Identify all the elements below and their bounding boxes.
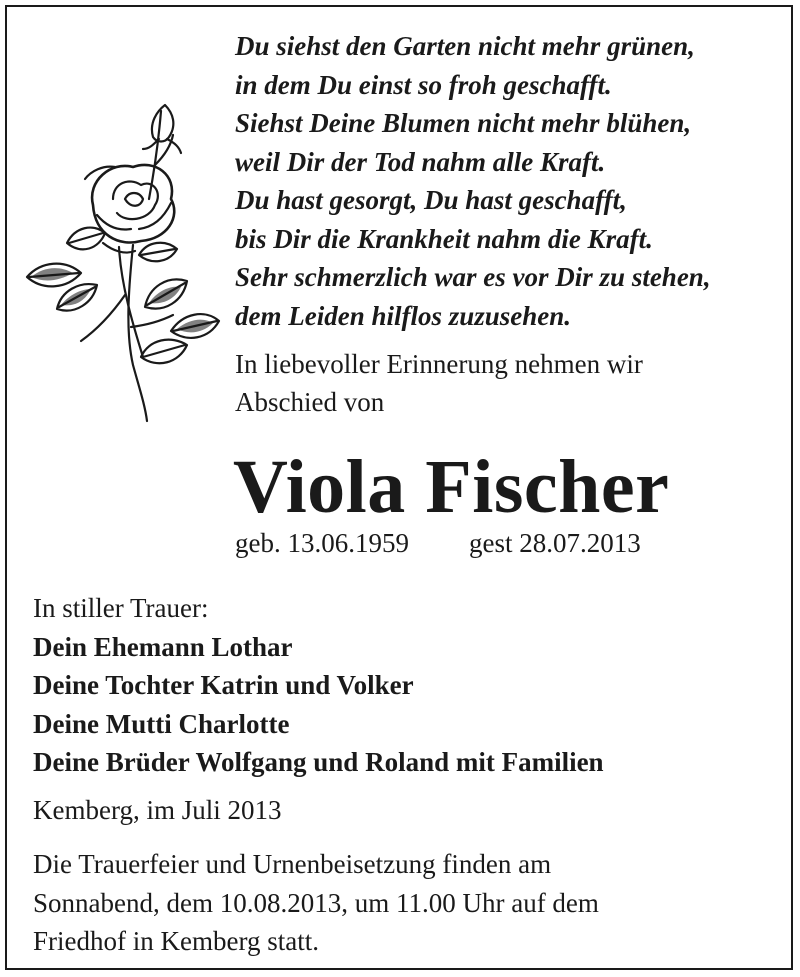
poem-line: weil Dir der Tod nahm alle Kraft. [235,146,606,177]
mourner: Deine Mutti Charlotte [33,708,290,739]
deceased-name: Viola Fischer [233,445,670,529]
poem-line: in dem Du einst so froh geschafft. [235,69,612,100]
mourner: Dein Ehemann Lothar [33,631,293,662]
mourner: Deine Tochter Katrin und Volker [33,670,414,700]
funeral-line: Sonnabend, dem 10.08.2013, um 11.00 Uhr auf dem [33,887,599,918]
poem [235,27,711,335]
birth-date: geb. 13.06.1959 [235,528,409,558]
rose-icon [21,95,221,425]
intro-line: Abschied von [235,387,385,417]
mourners-section [33,589,604,782]
poem-line: Siehst Deine Blumen nicht mehr blühen, [235,108,692,138]
poem-line: bis Dir die Krankheit nahm die Kraft. [235,223,653,254]
life-dates [235,527,641,559]
poem-line: Sehr schmerzlich war es vor Dir zu stehen, [235,262,711,292]
place-date: Kemberg, im Juli 2013 [33,795,282,825]
mourners-list [33,628,604,782]
death-date: gest 28.07.2013 [468,528,641,558]
mourner: Deine Brüder Wolfgang und Roland mit Familien [33,747,604,777]
funeral-line: Die Trauerfeier und Urnenbeisetzung finden am [33,849,552,879]
intro-line: In liebevoller Erinnerung nehmen wir [235,349,643,379]
obituary-notice [5,5,793,970]
poem-line: Du siehst den Garten nicht mehr grünen, [235,31,695,61]
mourning-heading: In stiller Trauer: [33,593,209,623]
poem-line: Du hast gesorgt, Du hast geschafft, [235,185,627,215]
funeral-line: Friedhof in Kemberg statt. [33,926,319,956]
funeral-info [33,845,599,961]
poem-line: dem Leiden hilflos zuzusehen. [235,300,572,331]
intro-text [235,345,643,421]
